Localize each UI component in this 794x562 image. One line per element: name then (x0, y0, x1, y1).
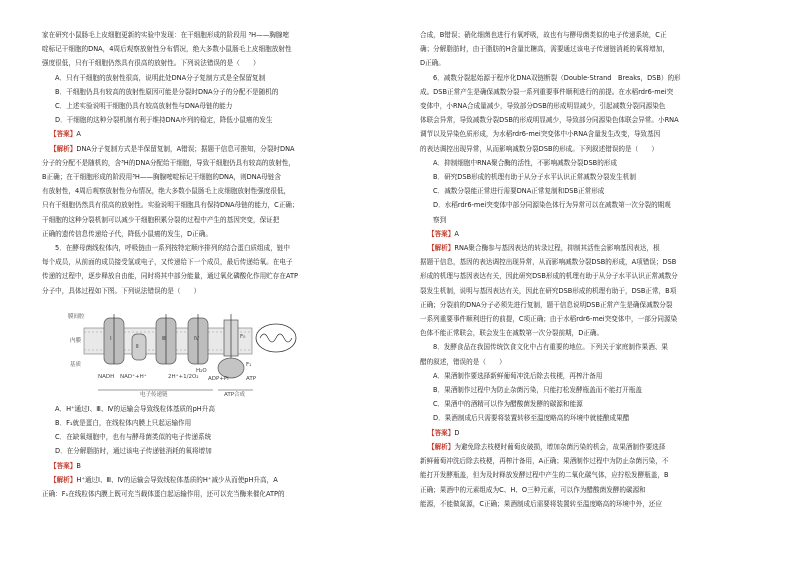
label-f0: F₀ (240, 333, 246, 340)
q4-analysis-line: B正确；在干细胞形成的阶段用³H——胸腺嘧啶标记干细胞的DNA，则DNA母链含 (42, 173, 281, 182)
q6-option-cont: 察到 (433, 215, 447, 224)
answer-value: D (454, 428, 460, 437)
q5-line: 每个成员，从前面的成员接受氢或电子，又传递给下一个成员，最后传递给氧。在电子 (42, 258, 293, 267)
answer-value: B (76, 461, 81, 470)
label-oxygen: 2H⁺+1/2O₂ (168, 373, 199, 380)
q5-answer (42, 459, 378, 473)
label-matrix: 基质 (70, 361, 82, 368)
analysis-label: 【解析】 (428, 442, 455, 451)
q5-analysis-line: 正确：F₁在线粒体内膜上既可充当载体蛋白起运输作用，还可以充当酶来催化ATP的 (42, 490, 285, 499)
label-inner: 内膜 (70, 337, 82, 344)
answer-value: A (76, 130, 81, 139)
q4-option: A．只有干细胞的放射性很高，说明此处DNA分子复制方式是全保留复制 (55, 73, 266, 82)
q8-analysis-line: 【解析】为避免除去枝梗时葡萄皮破损，增加杂菌污染的机会，故果酒制作要选择 (420, 440, 756, 454)
q5-option: B．F₁就是蛋白，在线粒体内膜上只起运输作用 (55, 419, 192, 428)
q4-analysis-line: 干细胞的这种分裂机制可以减少干细胞积累分裂的过程中产生的基因突变，保证把 (42, 215, 280, 224)
q4-analysis-line: 分子的分配不是随机的，含³H的DNA分配给干细胞，导致干细胞仍具有较高的放射性， (42, 158, 295, 167)
q6-answer (420, 227, 756, 241)
answer-value: A (454, 229, 459, 238)
q4-option: B．干细胞仍具有较高的放射性原因可能是分裂时DNA分子的分配不是随机的 (55, 87, 279, 96)
q5-cont-line: 确；分解脂肪时，由于脂肪的H含量比糖高，需要通过该电子传递链消耗的氧将增加， (420, 45, 669, 54)
label-atp: ATP (246, 375, 257, 382)
q6-line: 体联会异常，导致减数分裂DSB的形成明显减少，导致部分同源染色体联会异常。小RNA (420, 116, 679, 125)
complex-iii-label: Ⅲ (162, 335, 166, 342)
q5-cont-line: D正确。 (420, 59, 445, 68)
q8-answer (420, 426, 756, 440)
q8-option: A．果酒制作要选择新鲜葡萄冲洗后除去枝梗，再榨汁备用 (433, 371, 603, 380)
q5-line: 传递的过程中，逐步释放自由能，同时将其中部分能量，通过氧化磷酸化作用贮存在ATP (42, 272, 298, 281)
q5-cont-line: 合成，B错误；硝化细菌也进行有氧呼吸，故也有与酵母菌类似的电子传递系统，C正 (420, 31, 667, 39)
intro-line: 啶标记干细胞的DNA，4周后观察放射性分布情况，绝大多数小鼠肠毛上皮细胞放射性 (42, 45, 292, 54)
label-water: H₂O (196, 367, 207, 374)
q6-analysis-line: 【解析】RNA聚合酶参与基因表达的转录过程，抑制其活性会影响基因表达，根 (420, 241, 756, 255)
q6-option: D．水稻rdr6-mei突变体中部分同源染色体行为异常可以在减数第一次分裂的期观 (433, 201, 671, 210)
q4-analysis-line: 有放射性，4周后观察放射性分布情况，绝大多数小鼠肠毛上皮细胞放射性强度很低， (42, 187, 291, 196)
q8-analysis-line: 能打开发酵瓶盖，但为及时释放发酵过程中产生的二氧化碳气体，应拧松发酵瓶盖，B (420, 471, 669, 480)
q5-option: C．在缺氧细胞中，也有与酵母菌类似的电子传递系统 (55, 433, 212, 442)
q5-line: 5．在酵母菌线粒体内，呼吸链由一系列按特定顺序排列的结合蛋白质组成，链中 (55, 244, 290, 253)
complex-i-label: Ⅰ (110, 335, 112, 342)
complex-ii-label: Ⅱ (136, 343, 139, 350)
q4-analysis-line: 正确的遗传信息传递给子代，降低小鼠癌的发生，D正确。 (42, 229, 212, 238)
q8-analysis-line: 新鲜葡萄冲洗后除去枝梗，再榨汁备用，A正确；果酒制作过程中为防止杂菌污染，不 (420, 457, 669, 466)
q4-analysis-line: 只有干细胞仍然具有很高的放射性。实验说明干细胞具有保持DNA母链的能力，C正确； (42, 201, 299, 210)
q6-option: B．研究DSB形成的机理有助于从分子水平认识正常减数分裂发生机制 (433, 173, 636, 182)
q4-option: D．干细胞的这种分裂机制有利于维持DNA序列的稳定，降低小鼠癌的发生 (55, 116, 273, 125)
complex-iv-label: Ⅳ (194, 335, 200, 342)
q6-line: 调节以及异染色质形成，为水稻rdr6-mei突变体中小RNA含量发生改变，导致基因 (420, 130, 661, 139)
f1-subunit (218, 358, 244, 378)
intro-line: 家在研究小鼠肠毛上皮细胞更新的实验中发现：在干细胞形成的阶段用 ³H——胸腺嘧 (42, 31, 290, 39)
right-column (420, 28, 756, 511)
q6-line: 成。DSB正常产生是确保减数分裂一系列重要事件顺利进行的前提。在水稻rdr6-mei突 (420, 87, 674, 96)
q5-option: A．H⁺通过Ⅰ、Ⅲ、Ⅳ的运输会导致线粒体基质的pH升高 (55, 404, 215, 413)
label-nadh: NADH (98, 373, 115, 380)
q4-answer (42, 127, 378, 141)
q6-analysis-line: 正确；分裂前的DNA分子必须先进行复制，题干信息说明DSB正常产生是确保减数分裂 (420, 300, 673, 309)
q8-analysis-line: 能源，不能做氮源，C正确；果酒制成后需要将装置转至温度略高的环境中外，还应 (420, 499, 662, 508)
electron-transport-diagram (68, 300, 308, 400)
q8-line: 8．发酵食品在我国传统饮食文化中占有重要的地位。下列关于家庭制作果酒、果 (433, 343, 668, 352)
label-outer: 膜间腔 (68, 313, 85, 320)
q6-analysis-line: 色体不能正常联会，联会发生在减数第一次分裂前期，D正确。 (420, 329, 604, 338)
q6-analysis-line: 据题干信息，基因的表达调控出现异常，从而影响减数分裂DSB的形成，A项错误；DSB (420, 258, 677, 267)
analysis-label: 【解析】 (50, 144, 77, 153)
q6-analysis-line: 裂发生机制，说明与基因表达有关，因此在研究DSB形成的机理有助于，DSB正常，B项 (420, 286, 677, 295)
q6-line: 变体中，小RNA合成量减少，导致部分DSB的形成明显减少，引起减数分裂同源染色 (420, 102, 666, 111)
q6-analysis-line: 形成的机理与基因表达有关，因此研究DSB形成的机理有助于从分子水平认识正常减数分 (420, 272, 678, 281)
q8-analysis-line: 正确；果酒中的元素组成为C、H、O三种元素，可以作为醋酸菌发酵的碳源和 (420, 485, 646, 494)
q8-option: B．果酒制作过程中为防止杂菌污染，只能打松发酵瓶盖而不能打开瓶盖 (433, 386, 642, 395)
answer-label: 【答案】 (50, 461, 77, 470)
label-f1: F₁ (246, 361, 252, 368)
q6-option: A．抑制细胞中RNA聚合酶的活性，不影响减数分裂DSB的形成 (433, 158, 617, 167)
label-chain: 电子传递链 (140, 391, 168, 398)
left-column (42, 28, 378, 501)
label-adp: ADP+Pi (208, 375, 229, 382)
q8-line: 醋的叙述，错误的是（ ） (420, 357, 506, 366)
diagram-svg (68, 300, 308, 400)
q8-option: C．果酒中的酒精可以作为醋酸菌发酵的碳源和能源 (433, 400, 583, 409)
complex-ii (132, 334, 146, 360)
answer-label: 【答案】 (50, 130, 77, 139)
q5-option: D．在分解脂肪时，通过该电子传递链消耗的氧将增加 (55, 447, 212, 456)
label-atp-synthesis: ATP合成 (224, 391, 246, 398)
q6-analysis-line: 一系列重要事件顺利进行的前提，C项正确；由于水稻rdr6-mei突变体中，一部分同源染 (420, 315, 678, 324)
q8-option: D．果酒制成后只需要将装置转移至温度略高的环境中就能酿成果醋 (433, 414, 630, 423)
q6-line: 6．减数分裂起始源于程序化DNA双链断裂（Double-Strand Breaks，DSB）的形 (433, 73, 681, 82)
q4-analysis-line: 【解析】DNA分子复制方式是半保留复制，A错误；据题干信息可推知，分裂时DNA (42, 142, 378, 156)
label-nad: NAD⁺+H⁺ (120, 373, 147, 380)
answer-label: 【答案】 (428, 229, 455, 238)
q4-option: C．上述实验说明干细胞仍具有较高放射性与DNA母链的能力 (55, 102, 233, 111)
intro-line: 强度很低，只有干细胞仍然具有很高的放射性。下列说法错误的是（ ） (42, 59, 260, 68)
answer-label: 【答案】 (428, 428, 455, 437)
analysis-label: 【解析】 (428, 244, 455, 253)
q5-line: 分子中，具体过程如下图。下列说法错误的是（ ） (42, 286, 201, 295)
mitochondrion-icon (256, 324, 296, 352)
q5-analysis-line: 【解析】H⁺通过Ⅰ、Ⅲ、Ⅳ的运输会导致线粒体基质的H⁺减少从而使pH升高，A (42, 473, 378, 487)
q6-line: 的表达调控出现异常，从而影响减数分裂DSB的形成。下列叙述错误的是（ ） (420, 144, 658, 153)
q6-option: C．减数分裂能正常进行需要DNA正常复制和DSB正常形成 (433, 187, 605, 196)
analysis-label: 【解析】 (50, 475, 77, 484)
